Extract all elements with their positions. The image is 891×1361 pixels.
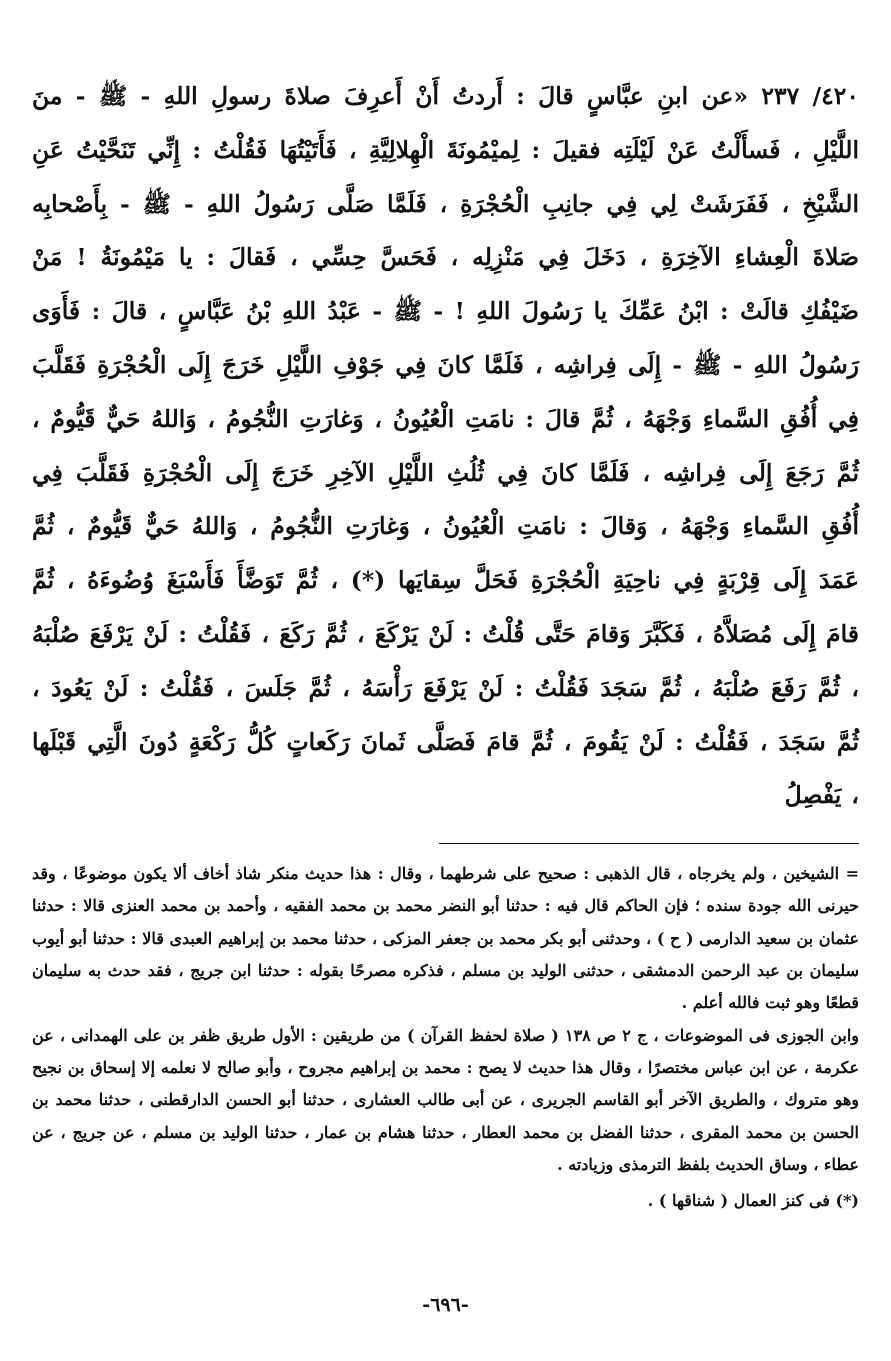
hadith-text bbox=[32, 70, 859, 823]
footnote-ibn-jawzi: وابن الجوزى فى الموضوعات ، ج ٢ ص ١٣٨ ( صلاة لحفظ القرآن ) من طريقين : الأول طريق ظفر بن على الهمدانى ، عن عكرمة ، عن ابن عباس مختصرًا ، وقال هذا حديث لا يصح : محمد بن إبراهيم مجروح ، وأبو صالح لا نعلمه إلا إسحاق بن نجيح وهو متروك ، والطريق الآخر أبو القاسم الجريرى ، عن أبى طالب العشارى ، حدثنا أبو الحسن الدارقطنى ، حدثنا محمد بن الحسن بن محمد المقرى ، حدثنا الفضل بن محمد العطار ، حدثنا هشام بن عمار ، حدثنا الوليد بن مسلم ، عن جريج ، عن عطاء ، وساق الحديث بلفظ الترمذى وزيادته . bbox=[32, 1025, 860, 1174]
footnote-divider bbox=[439, 843, 859, 844]
footnote-continuation: = الشيخين ، ولم يخرجاه ، قال الذهبى : صحيح على شرطهما ، وقال : هذا حديث منكر شاذ أخاف ألا يكون موضوعًا ، وقد حيرنى الله جودة سنده ؛ فإن الحاكم قال فيه : حدثنا أبو النضر محمد بن محمد الفقيه ، وأحمد بن محمد العنزى قالا : حدثنا عثمان بن سعيد الدارمى ( ح ) ، وحدثنى أبو بكر محمد بن جعفر المزكى ، حدثنا محمد بن إبراهيم العبدى قالا : حدثنا أبو أيوب سليمان بن عبد الرحمن الدمشقى ، حدثنى الوليد بن مسلم ، فذكره مصرحًا بقوله : حدثنا ابن جريج ، فقد حدث به سليمان قطعًا وهو ثبت فالله أعلم . bbox=[32, 864, 859, 1013]
page-number: -٦٩٦- bbox=[422, 1294, 469, 1316]
hadith-number: ٤٢٠/ ٢٣٧ bbox=[761, 82, 860, 110]
footnote-star: (*) فى كنز العمال ( شناقها ) . bbox=[647, 1191, 859, 1211]
hadith-body: «عن ابنِ عبَّاسٍ قالَ : أَردتُ أَنْ أَعرِفَ صلاةَ رسولِ اللهِ - ﷺ - منَ اللَّيْلِ ، فَسأَلْتُ عَنْ لَيْلَتِه فقيلَ : لِميْمُونَةَ الْهِلالِيَّةِ ، فَأَتَيْتُهَا فَقُلْتُ : إِنِّي تَنَحَّيْتُ عَنِ الشَّيْخِ ، فَفَرَشَتْ لِي فِي جانِبِ الْحُجْرَةِ ، فَلَمَّا صَلَّى رَسُولُ اللهِ - ﷺ - بِأَصْحابِه صَلاةَ الْعِشاءِ الآخِرَةِ ، دَخَلَ فِي مَنْزِلِه ، فَحَسَّ حِسِّي ، فَقالَ : يا مَيْمُونَةُ ! مَنْ ضَيْفُكِ قالَتْ : ابْنُ عَمِّكَ يا رَسُولَ اللهِ ! - ﷺ - عَبْدُ اللهِ بْنُ عَبَّاسٍ ، قالَ : فَأَوَى رَسُولُ اللهِ - ﷺ - إِلَى فِراشِه ، فَلَمَّا كانَ فِي جَوْفِ اللَّيْلِ خَرَجَ إِلَى الْحُجْرَةِ فَقَلَّبَ فِي أُفُقِ السَّماءِ وَجْهَهُ ، ثُمَّ قالَ : نامَتِ الْعُيُونُ ، وَغارَتِ النُّجُومُ ، وَاللهُ حَيٌّ قَيُّومٌ ، ثُمَّ رَجَعَ إِلَى فِراشِه ، فَلَمَّا كانَ فِي ثُلُثِ اللَّيْلِ الآخِرِ خَرَجَ إِلَى الْحُجْرَةِ فَقَلَّبَ فِي أُفُقِ السَّماءِ وَجْهَهُ ، وَقالَ : نامَتِ الْعُيُونُ ، وَغارَتِ النُّجُومُ ، وَاللهُ حَيٌّ قَيُّومٌ ، ثُمَّ عَمَدَ إِلَى قِرْبَةٍ فِي ناحِيَةِ الْحُجْرَةِ فَحَلَّ سِقايَها (*) ، ثُمَّ تَوَضَّأَ فَأَسْبَغَ وُضُوءَهُ ، ثُمَّ قامَ إِلَى مُصَلاَّهُ ، فَكَبَّرَ وَقامَ حَتَّى قُلْتُ : لَنْ يَرْكَعَ ، ثُمَّ رَكَعَ ، فَقُلْتُ : لَنْ يَرْفَعَ صُلْبَهُ ، ثُمَّ رَفَعَ صُلْبَهُ ، ثُمَّ سَجَدَ فَقُلْتُ : لَنْ يَرْفَعَ رَأْسَهُ ، ثُمَّ جَلَسَ ، فَقُلْتُ : لَنْ يَعُودَ ، ثُمَّ سَجَدَ ، فَقُلْتُ : لَنْ يَقُومَ ، ثُمَّ قامَ فَصَلَّى ثَمانَ رَكَعاتٍ كُلُّ رَكْعَةٍ دُونَ الَّتِي قَبْلَها ، يَفْصِلُ bbox=[32, 82, 859, 810]
footnotes bbox=[32, 858, 859, 1217]
